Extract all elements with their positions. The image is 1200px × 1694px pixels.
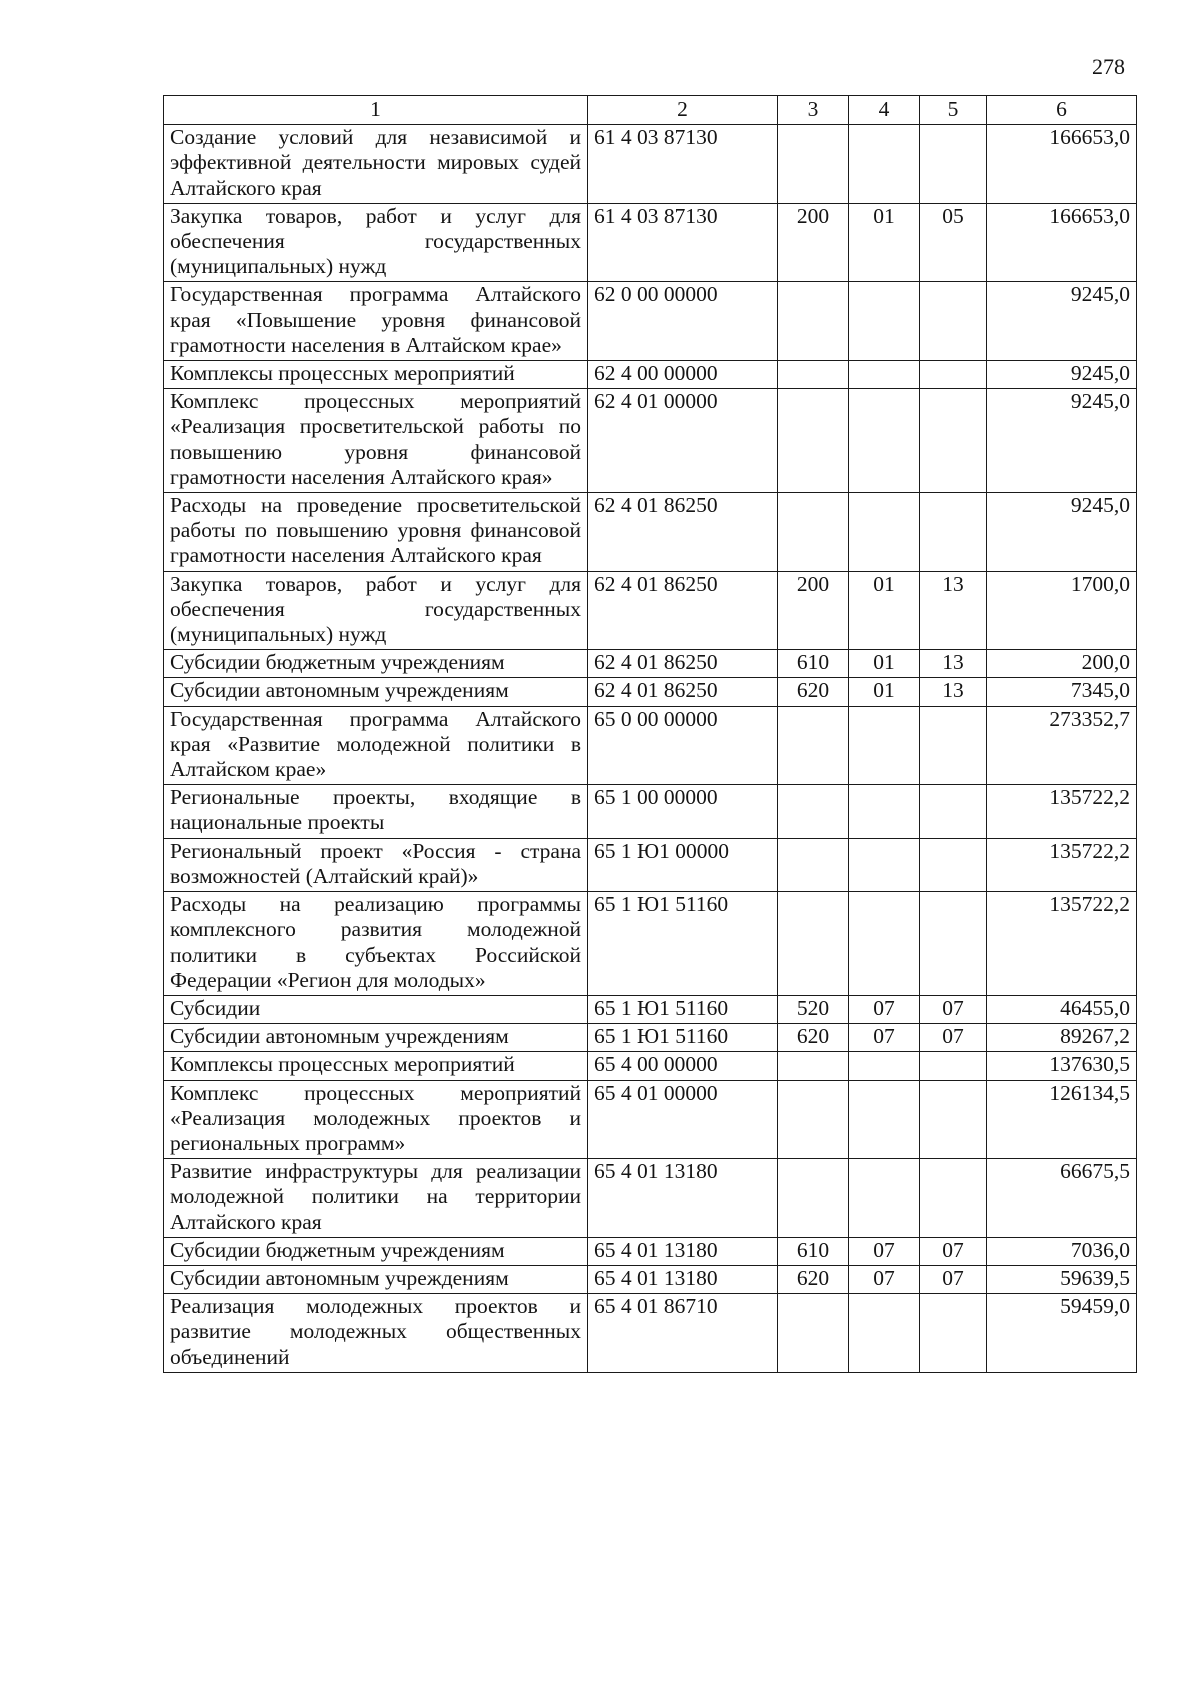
item-name-cell: Расходы на реализацию программы комплексного развития молодежной политики в субъектах Российской Федерации «Регион для молодых» [164, 892, 588, 996]
expense-type-cell [778, 892, 849, 996]
section-cell [849, 838, 920, 891]
subsection-cell: 13 [920, 678, 987, 706]
section-cell [849, 361, 920, 389]
expense-type-cell: 200 [778, 571, 849, 650]
section-cell [849, 785, 920, 838]
subsection-cell [920, 706, 987, 785]
expense-type-cell [778, 785, 849, 838]
subsection-cell: 05 [920, 203, 987, 282]
expense-type-cell [778, 1294, 849, 1373]
section-cell [849, 282, 920, 361]
amount-cell: 166653,0 [987, 203, 1137, 282]
amount-cell: 9245,0 [987, 361, 1137, 389]
table-row [164, 361, 1137, 389]
section-cell: 01 [849, 678, 920, 706]
subsection-cell [920, 493, 987, 572]
table-row [164, 389, 1137, 493]
budget-code-cell: 62 4 01 86250 [588, 650, 778, 678]
expense-type-cell [778, 706, 849, 785]
amount-cell: 66675,5 [987, 1159, 1137, 1238]
section-cell [849, 1052, 920, 1080]
section-cell [849, 493, 920, 572]
expense-type-cell: 610 [778, 1237, 849, 1265]
section-cell [849, 706, 920, 785]
amount-cell: 59639,5 [987, 1265, 1137, 1293]
amount-cell: 1700,0 [987, 571, 1137, 650]
item-name-cell: Субсидии автономным учреждениям [164, 1024, 588, 1052]
subsection-cell [920, 389, 987, 493]
table-row [164, 892, 1137, 996]
expense-type-cell [778, 1080, 849, 1159]
expense-type-cell [778, 282, 849, 361]
expense-type-cell: 200 [778, 203, 849, 282]
budget-code-cell: 62 0 00 00000 [588, 282, 778, 361]
item-name-cell: Субсидии бюджетным учреждениям [164, 1237, 588, 1265]
subsection-cell [920, 282, 987, 361]
subsection-cell [920, 125, 987, 204]
amount-cell: 59459,0 [987, 1294, 1137, 1373]
table-row [164, 678, 1137, 706]
table-row [164, 203, 1137, 282]
budget-code-cell: 65 1 Ю1 51160 [588, 892, 778, 996]
subsection-cell [920, 1052, 987, 1080]
table-row [164, 571, 1137, 650]
budget-table [163, 95, 1137, 1373]
item-name-cell: Развитие инфраструктуры для реализации молодежной политики на территории Алтайского края [164, 1159, 588, 1238]
expense-type-cell [778, 125, 849, 204]
amount-cell: 46455,0 [987, 995, 1137, 1023]
expense-type-cell: 610 [778, 650, 849, 678]
table-header-row [164, 96, 1137, 125]
budget-code-cell: 65 4 01 86710 [588, 1294, 778, 1373]
section-cell [849, 1294, 920, 1373]
table-row [164, 1294, 1137, 1373]
amount-cell: 135722,2 [987, 785, 1137, 838]
budget-code-cell: 62 4 01 00000 [588, 389, 778, 493]
expense-type-cell [778, 838, 849, 891]
budget-code-cell: 65 4 01 13180 [588, 1159, 778, 1238]
item-name-cell: Комплексы процессных мероприятий [164, 361, 588, 389]
expense-type-cell [778, 1159, 849, 1238]
section-cell [849, 892, 920, 996]
table-row [164, 493, 1137, 572]
table-row [164, 1159, 1137, 1238]
subsection-cell: 13 [920, 650, 987, 678]
budget-code-cell: 62 4 01 86250 [588, 493, 778, 572]
section-cell [849, 389, 920, 493]
item-name-cell: Региональные проекты, входящие в национальные проекты [164, 785, 588, 838]
subsection-cell [920, 361, 987, 389]
amount-cell: 166653,0 [987, 125, 1137, 204]
subsection-cell [920, 892, 987, 996]
amount-cell: 273352,7 [987, 706, 1137, 785]
item-name-cell: Создание условий для независимой и эффективной деятельности мировых судей Алтайского края [164, 125, 588, 204]
subsection-cell: 07 [920, 1237, 987, 1265]
amount-cell: 200,0 [987, 650, 1137, 678]
column-header: 3 [778, 96, 849, 125]
budget-code-cell: 62 4 00 00000 [588, 361, 778, 389]
column-header: 4 [849, 96, 920, 125]
table-row [164, 706, 1137, 785]
table-row [164, 1080, 1137, 1159]
amount-cell: 135722,2 [987, 892, 1137, 996]
budget-code-cell: 65 1 Ю1 51160 [588, 995, 778, 1023]
subsection-cell [920, 1159, 987, 1238]
column-header: 6 [987, 96, 1137, 125]
item-name-cell: Субсидии автономным учреждениям [164, 1265, 588, 1293]
section-cell: 07 [849, 1024, 920, 1052]
budget-code-cell: 65 0 00 00000 [588, 706, 778, 785]
item-name-cell: Государственная программа Алтайского края «Повышение уровня финансовой грамотности населения в Алтайском крае» [164, 282, 588, 361]
column-header: 5 [920, 96, 987, 125]
section-cell: 01 [849, 571, 920, 650]
table-row [164, 282, 1137, 361]
item-name-cell: Реализация молодежных проектов и развитие молодежных общественных объединений [164, 1294, 588, 1373]
budget-code-cell: 62 4 01 86250 [588, 678, 778, 706]
table-row [164, 125, 1137, 204]
amount-cell: 9245,0 [987, 493, 1137, 572]
subsection-cell: 13 [920, 571, 987, 650]
item-name-cell: Субсидии автономным учреждениям [164, 678, 588, 706]
item-name-cell: Государственная программа Алтайского края «Развитие молодежной политики в Алтайском крае» [164, 706, 588, 785]
subsection-cell [920, 838, 987, 891]
table-body [164, 125, 1137, 1373]
expense-type-cell [778, 493, 849, 572]
table-row [164, 1265, 1137, 1293]
item-name-cell: Субсидии [164, 995, 588, 1023]
section-cell [849, 125, 920, 204]
item-name-cell: Комплекс процессных мероприятий «Реализация просветительской работы по повышению уровня финансовой грамотности населения Алтайского края» [164, 389, 588, 493]
expense-type-cell: 520 [778, 995, 849, 1023]
section-cell: 07 [849, 995, 920, 1023]
item-name-cell: Комплекс процессных мероприятий «Реализация молодежных проектов и региональных программ» [164, 1080, 588, 1159]
column-header: 1 [164, 96, 588, 125]
section-cell [849, 1159, 920, 1238]
budget-code-cell: 62 4 01 86250 [588, 571, 778, 650]
item-name-cell: Региональный проект «Россия - страна возможностей (Алтайский край)» [164, 838, 588, 891]
item-name-cell: Расходы на проведение просветительской работы по повышению уровня финансовой грамотности населения Алтайского края [164, 493, 588, 572]
expense-type-cell: 620 [778, 1265, 849, 1293]
subsection-cell [920, 1294, 987, 1373]
subsection-cell [920, 1080, 987, 1159]
subsection-cell: 07 [920, 995, 987, 1023]
item-name-cell: Субсидии бюджетным учреждениям [164, 650, 588, 678]
section-cell [849, 1080, 920, 1159]
expense-type-cell: 620 [778, 678, 849, 706]
budget-code-cell: 65 4 01 13180 [588, 1237, 778, 1265]
subsection-cell [920, 785, 987, 838]
item-name-cell: Закупка товаров, работ и услуг для обеспечения государственных (муниципальных) нужд [164, 203, 588, 282]
budget-code-cell: 65 1 Ю1 51160 [588, 1024, 778, 1052]
expense-type-cell: 620 [778, 1024, 849, 1052]
expense-type-cell [778, 1052, 849, 1080]
budget-code-cell: 65 1 00 00000 [588, 785, 778, 838]
table-row [164, 995, 1137, 1023]
budget-code-cell: 65 4 01 13180 [588, 1265, 778, 1293]
budget-code-cell: 61 4 03 87130 [588, 203, 778, 282]
budget-code-cell: 65 4 00 00000 [588, 1052, 778, 1080]
expense-type-cell [778, 361, 849, 389]
table-row [164, 1237, 1137, 1265]
section-cell: 07 [849, 1265, 920, 1293]
amount-cell: 135722,2 [987, 838, 1137, 891]
budget-code-cell: 65 1 Ю1 00000 [588, 838, 778, 891]
page-number: 278 [1092, 54, 1125, 79]
amount-cell: 137630,5 [987, 1052, 1137, 1080]
expense-type-cell [778, 389, 849, 493]
budget-code-cell: 61 4 03 87130 [588, 125, 778, 204]
table-row [164, 838, 1137, 891]
table-row [164, 785, 1137, 838]
amount-cell: 7345,0 [987, 678, 1137, 706]
subsection-cell: 07 [920, 1265, 987, 1293]
amount-cell: 7036,0 [987, 1237, 1137, 1265]
amount-cell: 89267,2 [987, 1024, 1137, 1052]
section-cell: 01 [849, 203, 920, 282]
amount-cell: 126134,5 [987, 1080, 1137, 1159]
subsection-cell: 07 [920, 1024, 987, 1052]
section-cell: 01 [849, 650, 920, 678]
table-row [164, 650, 1137, 678]
amount-cell: 9245,0 [987, 282, 1137, 361]
table-row [164, 1024, 1137, 1052]
section-cell: 07 [849, 1237, 920, 1265]
table-row [164, 1052, 1137, 1080]
amount-cell: 9245,0 [987, 389, 1137, 493]
budget-code-cell: 65 4 01 00000 [588, 1080, 778, 1159]
column-header: 2 [588, 96, 778, 125]
item-name-cell: Закупка товаров, работ и услуг для обеспечения государственных (муниципальных) нужд [164, 571, 588, 650]
item-name-cell: Комплексы процессных мероприятий [164, 1052, 588, 1080]
